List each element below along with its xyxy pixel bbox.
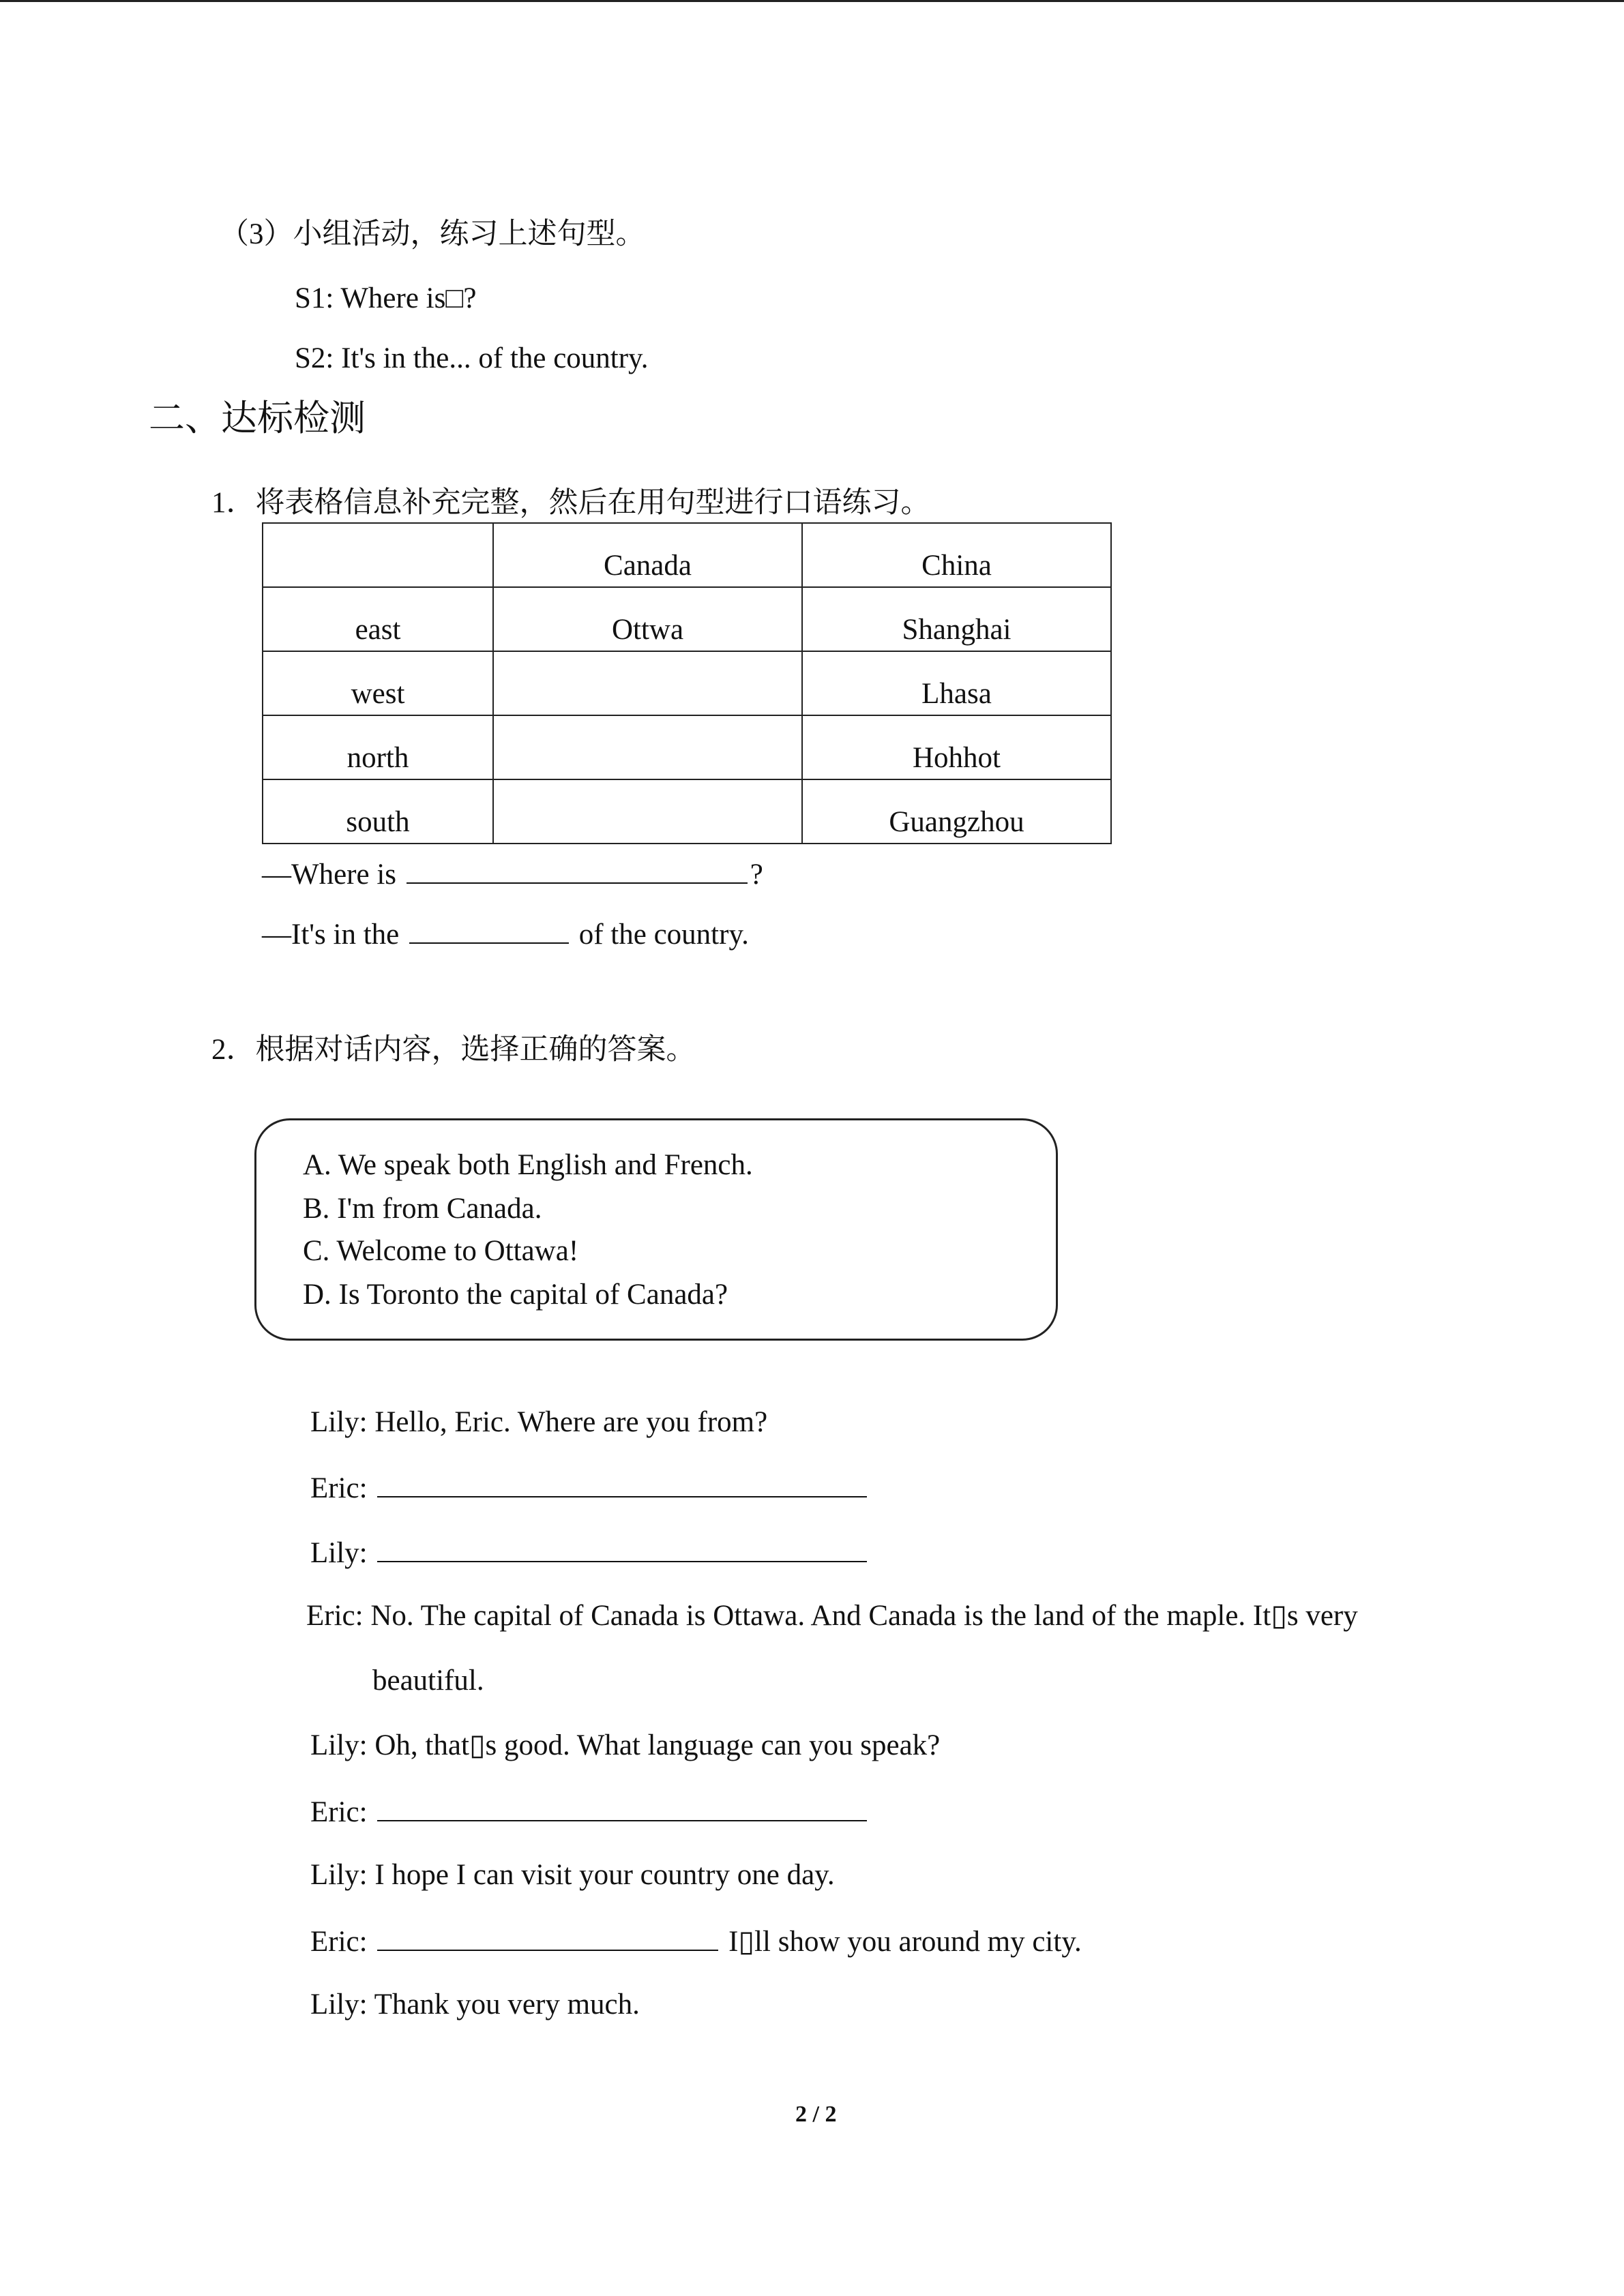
table-row: [263, 651, 1111, 715]
option-a: A. We speak both English and French.: [303, 1149, 753, 1181]
activity3-title: （3）小组活动，练习上述句型。: [220, 218, 645, 250]
option-d: D. Is Toronto the capital of Canada?: [303, 1279, 728, 1311]
speaker: Lily:: [310, 1537, 368, 1569]
table-cell: west: [263, 651, 493, 715]
table-cell: [263, 523, 493, 587]
table-cell: north: [263, 715, 493, 779]
options-box: [254, 1118, 1058, 1341]
activity3-s1: S1: Where is□?: [295, 282, 477, 314]
speaker: Eric:: [310, 1472, 368, 1504]
dialog-line: [310, 1795, 870, 1827]
top-border: [0, 0, 1624, 2]
table-cell-blank[interactable]: [493, 715, 802, 779]
table-cell: Hohhot: [802, 715, 1111, 779]
dialog-line: Lily: Thank you very much.: [310, 1988, 640, 2021]
table-cell: China: [802, 523, 1111, 587]
table-cell: Guangzhou: [802, 779, 1111, 844]
section2-heading: 二、达标检测: [149, 399, 366, 438]
dialog-line: Eric: No. The capital of Canada is Ottawa. And Canada is the land of the maple. It▯s very: [306, 1600, 1358, 1632]
answer-suffix: of the country.: [578, 919, 749, 951]
answer-blank[interactable]: [377, 1925, 718, 1951]
answer-blank[interactable]: [409, 918, 569, 944]
speaker: Eric:: [310, 1926, 368, 1958]
dialog-line: [310, 1472, 870, 1503]
page-number: 2 / 2: [795, 2102, 837, 2127]
dialog-line: Lily: Hello, Eric. Where are you from?: [310, 1406, 768, 1438]
dialog-line: [310, 1536, 870, 1568]
answer-blank[interactable]: [377, 1536, 867, 1562]
table-cell: Shanghai: [802, 587, 1111, 651]
answer-prefix: —It's in the: [262, 919, 400, 951]
dialog-line: Lily: I hope I can visit your country one day.: [310, 1859, 835, 1891]
table-cell: Lhasa: [802, 651, 1111, 715]
table-cell-blank[interactable]: [493, 651, 802, 715]
task1-title: 1．将表格信息补充完整，然后在用句型进行口语练习。: [211, 487, 930, 519]
table-cell: south: [263, 779, 493, 844]
table-header-row: [263, 523, 1111, 587]
activity3-s2: S2: It's in the... of the country.: [295, 342, 649, 374]
table-cell-blank[interactable]: [493, 779, 802, 844]
city-table: [262, 522, 1112, 844]
dialog-line-continued: beautiful.: [372, 1665, 484, 1697]
dialog-text: I▯ll show you around my city.: [728, 1926, 1082, 1958]
answer-blank[interactable]: [407, 858, 748, 884]
table-row: [263, 587, 1111, 651]
table-cell: Ottwa: [493, 587, 802, 651]
answer-blank[interactable]: [377, 1472, 867, 1497]
question-prefix: —Where is: [262, 859, 397, 891]
option-b: B. I'm from Canada.: [303, 1193, 542, 1225]
answer-blank[interactable]: [377, 1795, 867, 1821]
table-cell: east: [263, 587, 493, 651]
table-cell: Canada: [493, 523, 802, 587]
table-row: [263, 779, 1111, 844]
speaker: Eric:: [310, 1796, 368, 1828]
table-row: [263, 715, 1111, 779]
task1-answer: [262, 918, 749, 949]
task1-question: [262, 858, 763, 889]
option-c: C. Welcome to Ottawa!: [303, 1235, 579, 1267]
task2-title: 2．根据对话内容，选择正确的答案。: [211, 1034, 696, 1066]
question-suffix: ?: [750, 859, 763, 891]
dialog-line: [310, 1925, 1082, 1956]
dialog-line: Lily: Oh, that▯s good. What language can you speak?: [310, 1729, 941, 1761]
